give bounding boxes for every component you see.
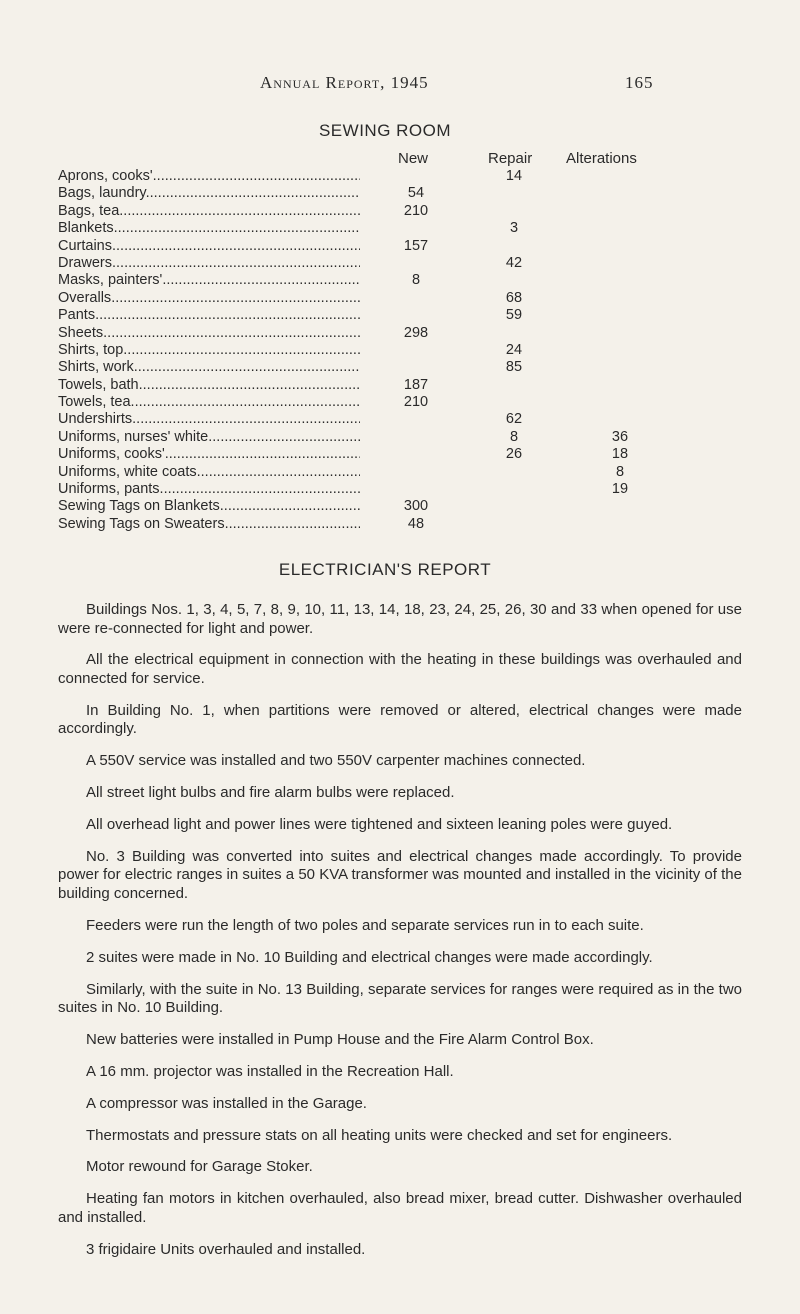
row-item-label: Drawers ..... <box>58 255 360 272</box>
running-title: Annual Report, 1945 <box>260 73 429 92</box>
row-item-label: Shirts, work ..... <box>58 359 360 376</box>
row-value-repair: 62 <box>505 411 523 428</box>
running-header <box>0 73 800 97</box>
row-item-label: Uniforms, cooks' ..... <box>58 446 360 463</box>
row-item-label: Sheets ..... <box>58 325 360 342</box>
table-row <box>0 464 800 481</box>
table-row <box>0 498 800 515</box>
row-item-label: Pants ..... <box>58 307 360 324</box>
row-value-new: 48 <box>407 515 425 532</box>
row-value-repair: 3 <box>509 220 519 237</box>
report-paragraph: 2 suites were made in No. 10 Building and electrical changes were made accordingly. <box>86 948 653 966</box>
table-row <box>0 325 800 342</box>
row-item-label: Towels, bath ..... <box>58 377 360 394</box>
table-row <box>0 203 800 220</box>
column-header-alterations: Alterations <box>566 150 637 167</box>
report-paragraph: No. 3 Building was converted into suites and electrical changes made accordingly. To provide power for electric ranges in suites a 50 KVA transformer was mounted and installed in the vicinity of the building concerned. <box>58 847 742 902</box>
row-item-label: Towels, tea ..... <box>58 394 360 411</box>
table-row <box>0 429 800 446</box>
row-value-new: 8 <box>411 272 421 289</box>
row-item-label: Bags, tea ..... <box>58 203 360 220</box>
row-value-repair: 68 <box>505 289 523 306</box>
row-value-new: 157 <box>403 237 429 254</box>
table-row <box>0 255 800 272</box>
report-paragraph: All overhead light and power lines were tightened and sixteen leaning poles were guyed. <box>86 815 673 833</box>
report-paragraph: In Building No. 1, when partitions were removed or altered, electrical changes were made accordingly. <box>58 701 742 738</box>
row-item-label: Uniforms, nurses' white ..... <box>58 429 360 446</box>
report-paragraph: All the electrical equipment in connection with the heating in these buildings was overhauled and connected for service. <box>58 651 742 687</box>
row-value-repair: 14 <box>505 168 523 184</box>
report-paragraph: All street light bulbs and fire alarm bulbs were replaced. <box>86 784 455 802</box>
row-value-new: 298 <box>403 324 429 341</box>
row-value-new: 210 <box>403 394 429 411</box>
sewing-room-title: SEWING ROOM <box>318 121 452 140</box>
report-paragraph: New batteries were installed in Pump House and the Fire Alarm Control Box. <box>86 1030 594 1048</box>
row-item-label: Sewing Tags on Sweaters ..... <box>58 516 360 533</box>
electrician-report-body <box>58 601 742 1273</box>
report-paragraph: 3 frigidaire Units overhauled and installed. <box>86 1240 366 1258</box>
table-row <box>0 238 800 255</box>
row-item-label: Undershirts ..... <box>58 411 360 428</box>
row-item-label: Shirts, top ..... <box>58 342 360 359</box>
row-value-repair: 85 <box>505 359 523 376</box>
report-paragraph: Buildings Nos. 1, 3, 4, 5, 7, 8, 9, 10, 11, 13, 14, 18, 23, 24, 25, 26, 30 and 33 when opened for use were re-connected for light and power. <box>58 601 742 637</box>
row-item-label: Bags, laundry ..... <box>58 185 360 202</box>
table-row <box>0 411 800 428</box>
report-paragraph: Similarly, with the suite in No. 13 Building, separate services for ranges were required as in the two suites in No. 10 Building. <box>58 980 742 1017</box>
row-item-label: Sewing Tags on Blankets ..... <box>58 498 360 515</box>
table-row <box>0 359 800 376</box>
row-value-new: 300 <box>403 498 429 515</box>
row-value-alterations: 18 <box>611 446 629 463</box>
table-row <box>0 446 800 463</box>
report-paragraph: Motor rewound for Garage Stoker. <box>86 1158 313 1176</box>
table-row <box>0 394 800 411</box>
report-paragraph: A 550V service was installed and two 550V carpenter machines connected. <box>86 752 586 770</box>
row-item-label: Uniforms, white coats ..... <box>58 464 360 481</box>
report-paragraph: Heating fan motors in kitchen overhauled, also bread mixer, bread cutter. Dishwasher overhauled and installed. <box>58 1190 742 1226</box>
row-value-repair: 26 <box>505 446 523 463</box>
table-row <box>0 516 800 533</box>
row-value-repair: 42 <box>505 254 523 271</box>
table-row <box>0 290 800 307</box>
row-value-repair: 59 <box>505 307 523 324</box>
table-row <box>0 272 800 289</box>
row-value-alterations: 36 <box>611 428 629 445</box>
column-header-repair: Repair <box>488 150 533 167</box>
sewing-room-table <box>0 168 800 533</box>
row-item-label: Blankets ..... <box>58 220 360 237</box>
report-paragraph: A 16 mm. projector was installed in the Recreation Hall. <box>86 1062 454 1080</box>
report-paragraph: Thermostats and pressure stats on all heating units were checked and set for engineers. <box>86 1126 673 1144</box>
row-item-label: Aprons, cooks' ..... <box>58 168 360 185</box>
table-row <box>0 377 800 394</box>
row-value-new: 187 <box>403 376 429 393</box>
row-value-new: 210 <box>403 202 429 219</box>
table-row <box>0 342 800 359</box>
row-value-alterations: 8 <box>615 463 625 480</box>
row-item-label: Curtains ..... <box>58 238 360 255</box>
table-row <box>0 168 800 185</box>
electrician-report-title: ELECTRICIAN'S REPORT <box>278 560 492 579</box>
row-item-label: Overalls ..... <box>58 290 360 307</box>
row-value-alterations: 19 <box>611 481 629 498</box>
row-item-label: Masks, painters' ..... <box>58 272 360 289</box>
page-number: 165 <box>625 73 654 92</box>
table-row <box>0 220 800 237</box>
row-value-new: 54 <box>407 185 425 202</box>
row-value-repair: 8 <box>509 428 519 445</box>
table-row <box>0 185 800 202</box>
table-row <box>0 481 800 498</box>
row-item-label: Uniforms, pants ..... <box>58 481 360 498</box>
column-header-new: New <box>398 150 429 167</box>
table-row <box>0 307 800 324</box>
report-paragraph: A compressor was installed in the Garage. <box>86 1094 367 1112</box>
report-paragraph: Feeders were run the length of two poles and separate services run in to each suite. <box>86 916 644 934</box>
row-value-repair: 24 <box>505 341 523 358</box>
